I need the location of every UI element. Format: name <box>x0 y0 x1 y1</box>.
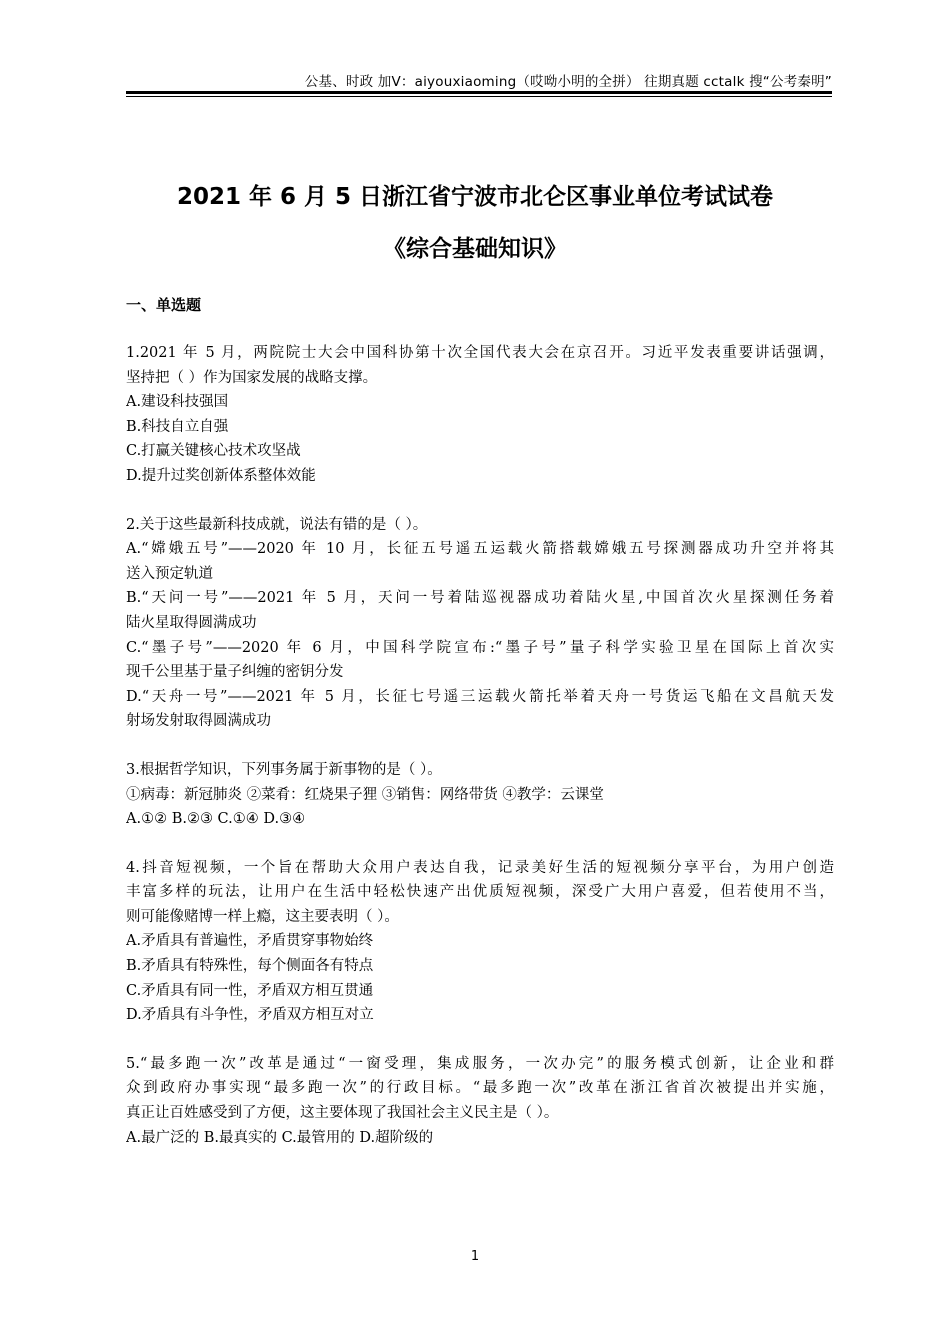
question-stem-line: 真正让百姓感受到了方便，这主要体现了我国社会主义民主是（ ）。 <box>126 1105 559 1122</box>
option-a: A.矛盾具有普遍性，矛盾贯穿事物始终 <box>126 933 374 950</box>
question-stem-line: 5.“最多跑一次”改革是通过“一窗受理，集成服务，一次办完”的服务模式创新，让企业和群 <box>126 1055 834 1072</box>
page-number: 1 <box>470 1249 480 1264</box>
question-5 <box>126 1052 834 1150</box>
question-stem-line: 2.关于这些最新科技成就，说法有错的是（ ）。 <box>126 516 428 533</box>
question-list <box>126 341 834 1174</box>
page-header: 公基、时政 加V：aiyouxiaoming（哎呦小明的全拼） 往期真题 cctalk 搜“公考秦明” <box>304 74 832 90</box>
document-subtitle: 《综合基础知识》 <box>383 236 567 262</box>
option-a-cont: 送入预定轨道 <box>126 565 213 582</box>
option-d-cont: 射场发射取得圆满成功 <box>126 713 271 730</box>
option-b: B.矛盾具有特殊性，每个侧面各有特点 <box>126 958 374 975</box>
question-4 <box>126 856 834 1028</box>
question-stem-line: 则可能像赌博一样上瘾，这主要表明（ ）。 <box>126 908 399 925</box>
document-title: 2021 年 6 月 5 日浙江省宁波市北仑区事业单位考试试卷 <box>176 184 774 210</box>
option-list: A.①② B.②③ C.①④ D.③④ <box>126 811 306 828</box>
question-2 <box>126 513 834 734</box>
question-stem-line: 坚持把（ ）作为国家发展的战略支撑。 <box>126 369 378 386</box>
header-rule-thin <box>126 96 832 97</box>
option-d: D.提升过奖创新体系整体效能 <box>126 467 316 484</box>
question-3 <box>126 758 834 832</box>
option-a: A.建设科技强国 <box>126 394 229 411</box>
option-b: B.“天问一号”——2021 年 5 月，天问一号着陆巡视器成功着陆火星,中国首次火星探测任务着 <box>126 590 834 607</box>
option-c: C.“墨子号”——2020 年 6 月，中国科学院宣布:“墨子号”量子科学实验卫星在国际上首次实 <box>126 639 834 656</box>
option-d: D.矛盾具有斗争性，矛盾双方相互对立 <box>126 1007 374 1024</box>
question-stem-line: 3.根据哲学知识，下列事务属于新事物的是（ ）。 <box>126 761 442 778</box>
question-stem-line: 4.抖音短视频，一个旨在帮助大众用户表达自我，记录美好生活的短视频分享平台，为用户创造 <box>126 859 834 876</box>
question-items: ①病毒：新冠肺炎 ②菜肴：红烧果子狸 ③销售：网络带货 ④教学：云课堂 <box>126 786 604 803</box>
question-stem-line: 1.2021 年 5 月，两院院士大会中国科协第十次全国代表大会在京召开。习近平发表重要讲话强调， <box>126 345 834 361</box>
header-rule-thick <box>126 91 832 94</box>
option-d: D.“天舟一号”——2021 年 5 月，长征七号遥三运载火箭托举着天舟一号货运飞船在文昌航天发 <box>126 688 834 705</box>
question-stem-line: 众到政府办事实现“最多跑一次”的行政目标。“最多跑一次”改革在浙江省首次被提出并实施， <box>126 1080 834 1097</box>
option-a: A.“嫦娥五号”——2020 年 10 月，长征五号遥五运载火箭搭载嫦娥五号探测器成功升空并将其 <box>126 541 834 558</box>
section-heading: 一、单选题 <box>126 296 202 314</box>
option-b-cont: 陆火星取得圆满成功 <box>126 614 257 631</box>
question-stem-line: 丰富多样的玩法，让用户在生活中轻松快速产出优质短视频，深受广大用户喜爱，但若使用不当， <box>126 884 834 901</box>
question-1 <box>126 341 834 489</box>
option-list: A.最广泛的 B.最真实的 C.最管用的 D.超阶级的 <box>126 1129 434 1146</box>
option-c: C.打赢关键核心技术攻坚战 <box>126 443 301 460</box>
option-c: C.矛盾具有同一性，矛盾双方相互贯通 <box>126 982 374 999</box>
option-b: B.科技自立自强 <box>126 418 229 435</box>
option-c-cont: 现千公里基于量子纠缠的密钥分发 <box>126 664 344 681</box>
